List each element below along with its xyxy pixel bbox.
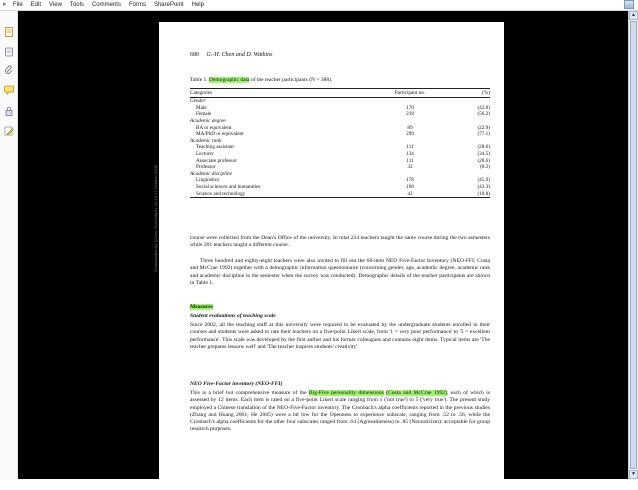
cell-category: Gender (190, 98, 206, 105)
table-row (190, 191, 490, 198)
window-restore-icon[interactable] (624, 0, 634, 9)
cell-participant-no: 168 (406, 183, 414, 190)
col-participant-no: Participant no. (370, 89, 450, 98)
cell-percent: (34.5) (477, 150, 490, 157)
cell-percent: (45.9) (477, 177, 490, 184)
cell-category: Academic discipline (190, 170, 232, 177)
table-section-row (190, 138, 490, 145)
cell-category: Lecturer (196, 150, 214, 157)
heading-measures-text: Measures (190, 304, 213, 310)
paragraph-2: Three hundred and eighty-eight teachers were also invited to fill out the 60-item NEO Five-Factor Inventory (NEO-FFI; Costa and McCrae 1992) together with a demographic information questionnaire (concerning gender, age, academic degree, academic rank and academic discipline in the semester when the survey was conducted). Demographic details of the teacher participants are shown in Table 1. (190, 258, 490, 286)
cell-percent: (56.2) (477, 111, 490, 118)
cell-participant-no: 111 (406, 157, 414, 164)
table-row (190, 144, 490, 151)
paragraph-3: Since 2002, all the teaching staff at this university were required to be evaluated by the undergraduate students enrolled in their courses and students were asked to rate their teachers on a five-point Likert scale, from '1 = very poor performance' to '5 = excellent performance'. This scale was developed by the first author and his former colleagues and contains eight items. Typical items are 'The teacher prepares lessons well' and 'The teacher inspires students' creativity'. (190, 322, 490, 350)
search-highlight: Demographic data (209, 77, 250, 83)
cell-percent: (77.1) (477, 131, 490, 138)
search-highlight-2: Big-Five personality dimensions (308, 390, 384, 396)
table-row (190, 177, 490, 184)
edit-icon[interactable] (4, 126, 14, 136)
cell-category: Academic rank (190, 137, 222, 144)
cell-percent: (8.2) (480, 164, 490, 171)
cell-participant-no: 89 (407, 124, 413, 131)
vertical-scrollbar[interactable] (628, 11, 638, 479)
cell-participant-no: 218 (406, 111, 414, 118)
attach-icon[interactable] (4, 65, 14, 75)
cell-participant-no: 299 (406, 131, 414, 138)
cell-category: MA/PhD or equivalent (196, 131, 244, 138)
cell-participant-no (370, 98, 450, 105)
menu-bar (0, 0, 638, 11)
cell-participant-no: 32 (407, 164, 413, 171)
scroll-up-icon[interactable]: ▲ (629, 11, 638, 20)
cell-percent: (10.8) (450, 191, 490, 198)
cell-participant-no: 134 (406, 150, 414, 157)
menu-tools[interactable]: Tools (69, 2, 84, 8)
scroll-down-icon[interactable]: ▼ (629, 470, 638, 479)
search-highlight-3: (Costa and McCrae 1992) (386, 390, 447, 396)
comment-icon[interactable] (4, 85, 14, 95)
document-viewport[interactable] (18, 11, 629, 479)
cell-category: Female (196, 111, 212, 118)
menu-sharepoint[interactable]: SharePoint (153, 2, 184, 8)
cell-percent: (22.9) (477, 124, 490, 131)
table-section-row (190, 171, 490, 178)
para4-rest: , each of which is assessed by 12 items. Each item is rated on a five-point Likert scale ranging from 1 ('not true') to 5 ('very true'). The present study employed a Chinese translation of the NEO-Five-Factor inventory. The Cronbach's alpha coefficients reported in the previous studies (Zhang and Huang 2001; He 2005) were a bit low for the Openness to experience subscale, ranging from .52 to .56, while the Cronbach's alpha coefficients for the other four subscales ranged from .64 (Agreeableness) to .85 (Neuroticism): acceptable for group research purposes. (190, 390, 490, 433)
pdf-page (153, 22, 504, 490)
cell-percent (450, 98, 490, 105)
menu-forms[interactable]: Forms (128, 2, 146, 8)
demographics-table (190, 88, 490, 198)
cell-participant-no: 42 (370, 191, 450, 198)
running-head: G.-H. Chen and D. Watkins (206, 52, 273, 58)
cell-percent: (28.6) (477, 144, 490, 151)
page-number: 680 (190, 52, 199, 58)
caption-text: of the teacher participants (N = 388). (249, 77, 333, 83)
table-section-row (190, 118, 490, 125)
cell-category: Linguistics (196, 177, 220, 184)
cell-category: Teaching assistant (196, 144, 234, 151)
table-caption (190, 77, 332, 83)
cell-category: Science and technology (190, 191, 370, 198)
cell-category: Professor (196, 164, 216, 171)
cell-participant-no: 111 (406, 144, 414, 151)
cell-percent: (43.3) (477, 183, 490, 190)
doc-icon[interactable] (4, 47, 14, 57)
cell-participant-no: 178 (406, 177, 414, 184)
menu-help[interactable]: Help (191, 2, 204, 8)
table-row (190, 184, 490, 191)
cell-participant-no: 170 (406, 104, 414, 111)
heading-measures (190, 304, 213, 310)
col-percent: (%) (450, 89, 490, 98)
cell-percent: (43.8) (477, 104, 490, 111)
menu-comments[interactable]: Comments (91, 2, 121, 8)
scroll-thumb[interactable] (630, 21, 637, 469)
paragraph-1: course were collected from the Dean's Office of the university. In total 234 teachers taught the same course during the two semesters while 201 teachers taught a different course. (190, 235, 490, 249)
cell-category: Academic degree (190, 117, 226, 124)
table-section-row (190, 98, 490, 105)
table-row (190, 151, 490, 158)
page-icon[interactable] (4, 27, 14, 37)
cell-category: BA or equivalent (196, 124, 232, 131)
table-row (190, 158, 490, 165)
table-row (190, 125, 490, 132)
table-header-row (190, 89, 490, 98)
heading-student-evaluations: Student evaluations of teaching scale (190, 313, 276, 319)
caption-label: Table 1. (190, 77, 208, 83)
para4-start: This is a brief but comprehensive measure of the (190, 390, 309, 396)
menu-edit[interactable]: Edit (30, 2, 42, 8)
running-header (190, 52, 272, 58)
cell-participant-no (370, 171, 450, 178)
cell-participant-no (370, 118, 450, 125)
cell-category: Social sciences and humanities (196, 183, 261, 190)
heading-neo-ffi: NEO Five-Factor inventory (NEO-FFI) (190, 381, 283, 387)
grip-icon: ▸ (3, 1, 7, 8)
navigation-pane (0, 11, 18, 479)
menu-file[interactable]: File (13, 2, 23, 8)
col-categories: Categories (190, 89, 370, 98)
table-row (190, 111, 490, 118)
cell-participant-no (370, 138, 450, 145)
table-row (190, 164, 490, 171)
download-watermark: Downloaded By: [Chen, Guo-Hai] At: 10:15 17 October 2008 (153, 165, 158, 272)
menu-view[interactable]: View (49, 2, 62, 8)
lock-icon[interactable] (4, 106, 14, 116)
paragraph-4 (190, 390, 490, 434)
cell-percent (450, 118, 490, 125)
cell-percent: (28.6) (477, 157, 490, 164)
cell-category: Male (196, 104, 207, 111)
table-row (190, 105, 490, 112)
cell-category: Associate professor (196, 157, 237, 164)
table-row (190, 131, 490, 138)
